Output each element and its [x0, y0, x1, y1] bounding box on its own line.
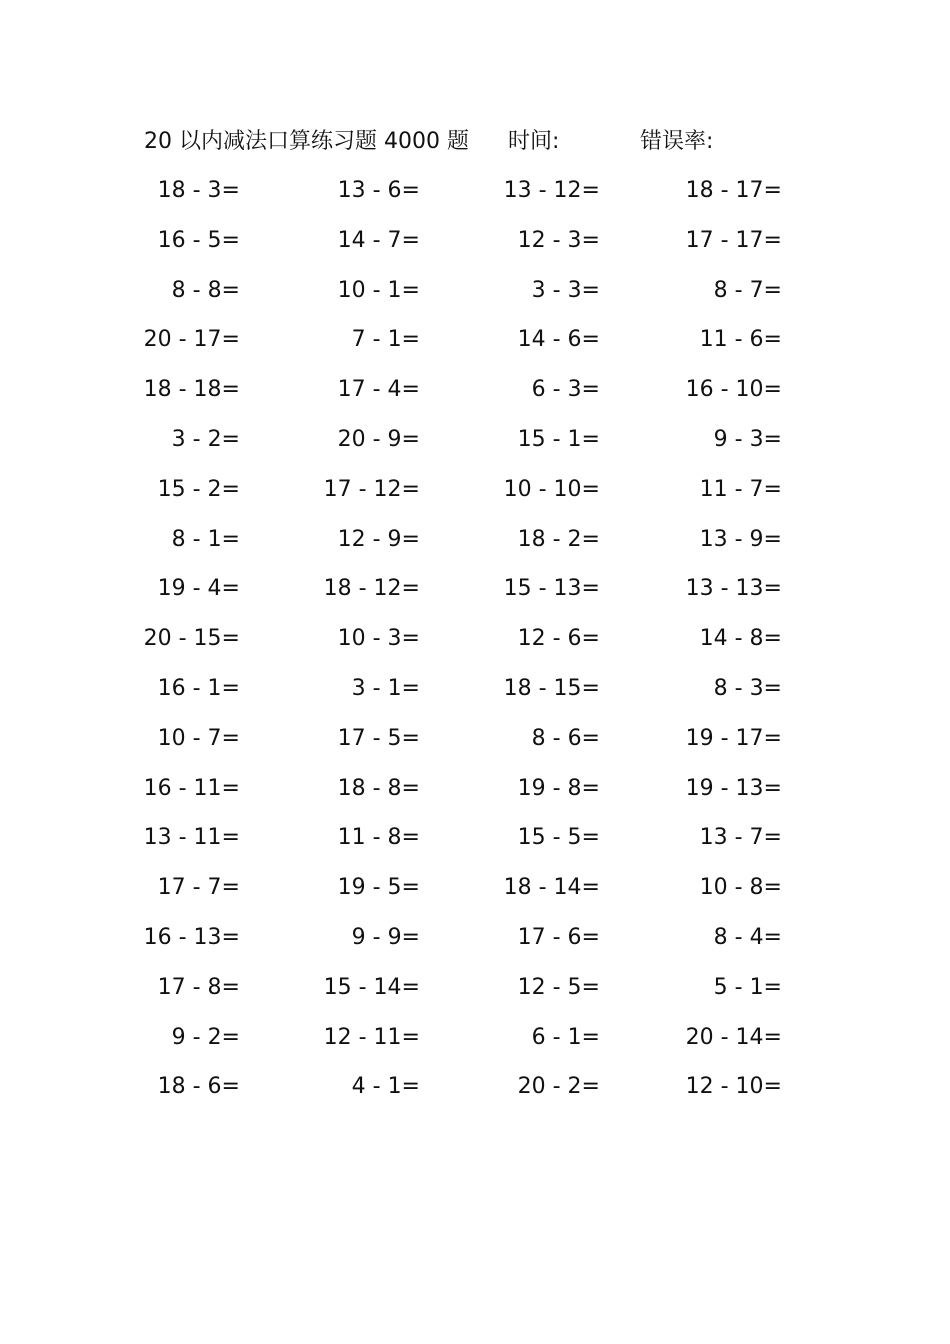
problem-item: 17 - 17= [685, 227, 782, 253]
problem-item: 18 - 12= [323, 576, 420, 602]
problem-item: 8 - 6= [531, 725, 600, 751]
problem-item: 15 - 5= [517, 825, 600, 851]
problem-item: 18 - 8= [337, 775, 420, 801]
problem-item: 16 - 10= [685, 377, 782, 403]
problem-item: 15 - 2= [157, 476, 240, 502]
problem-item: 9 - 2= [171, 1024, 240, 1050]
problem-row [0, 714, 950, 764]
problem-item: 8 - 7= [713, 277, 782, 303]
problem-item: 13 - 9= [699, 526, 782, 552]
problem-item: 18 - 14= [503, 875, 600, 901]
problem-item: 18 - 18= [143, 377, 240, 403]
worksheet-title: 20 以内减法口算练习题 4000 题 [144, 129, 469, 154]
problem-item: 15 - 13= [503, 576, 600, 602]
problem-item: 11 - 7= [699, 476, 782, 502]
problem-row [0, 166, 950, 216]
problem-row [0, 913, 950, 963]
problem-row [0, 963, 950, 1013]
problem-item: 17 - 7= [157, 875, 240, 901]
problem-item: 17 - 8= [157, 974, 240, 1000]
problem-row [0, 315, 950, 365]
problem-item: 20 - 17= [143, 327, 240, 353]
problem-item: 10 - 1= [337, 277, 420, 303]
problem-item: 20 - 2= [517, 1074, 600, 1100]
problem-item: 18 - 6= [157, 1074, 240, 1100]
problem-item: 16 - 5= [157, 227, 240, 253]
problem-item: 19 - 13= [685, 775, 782, 801]
problem-item: 12 - 10= [685, 1074, 782, 1100]
problem-item: 9 - 3= [713, 426, 782, 452]
problem-row [0, 764, 950, 814]
problem-item: 15 - 1= [517, 426, 600, 452]
problem-item: 19 - 4= [157, 576, 240, 602]
problem-item: 5 - 1= [713, 974, 782, 1000]
problem-row [0, 1062, 950, 1112]
problem-item: 18 - 2= [517, 526, 600, 552]
problem-item: 13 - 7= [699, 825, 782, 851]
time-label: 时间: [508, 129, 560, 154]
problem-item: 12 - 3= [517, 227, 600, 253]
problem-item: 8 - 3= [713, 675, 782, 701]
problem-item: 19 - 5= [337, 875, 420, 901]
problem-item: 17 - 5= [337, 725, 420, 751]
problem-item: 15 - 14= [323, 974, 420, 1000]
problem-item: 11 - 6= [699, 327, 782, 353]
problem-item: 3 - 1= [351, 675, 420, 701]
problem-grid [0, 166, 950, 1112]
problem-row [0, 813, 950, 863]
problem-item: 8 - 4= [713, 924, 782, 950]
problem-row [0, 564, 950, 614]
problem-item: 7 - 1= [351, 327, 420, 353]
problem-item: 20 - 14= [685, 1024, 782, 1050]
problem-item: 16 - 1= [157, 675, 240, 701]
error-rate-label: 错误率: [640, 129, 714, 154]
problem-item: 10 - 7= [157, 725, 240, 751]
problem-item: 14 - 6= [517, 327, 600, 353]
problem-item: 13 - 6= [337, 178, 420, 203]
problem-row [0, 415, 950, 465]
problem-row [0, 1013, 950, 1063]
problem-item: 20 - 9= [337, 426, 420, 452]
problem-row [0, 465, 950, 515]
problem-item: 13 - 13= [685, 576, 782, 602]
problem-row [0, 266, 950, 316]
problem-item: 8 - 1= [171, 526, 240, 552]
problem-item: 8 - 8= [171, 277, 240, 303]
problem-item: 14 - 7= [337, 227, 420, 253]
problem-item: 3 - 3= [531, 277, 600, 303]
worksheet-header [144, 124, 784, 160]
problem-item: 12 - 6= [517, 626, 600, 652]
problem-item: 9 - 9= [351, 924, 420, 950]
problem-item: 13 - 12= [503, 178, 600, 203]
problem-item: 3 - 2= [171, 426, 240, 452]
problem-row [0, 216, 950, 266]
problem-item: 10 - 10= [503, 476, 600, 502]
problem-row [0, 365, 950, 415]
problem-item: 17 - 4= [337, 377, 420, 403]
problem-item: 12 - 5= [517, 974, 600, 1000]
problem-item: 18 - 15= [503, 675, 600, 701]
problem-item: 16 - 13= [143, 924, 240, 950]
problem-item: 6 - 3= [531, 377, 600, 403]
problem-item: 11 - 8= [337, 825, 420, 851]
problem-item: 19 - 17= [685, 725, 782, 751]
problem-item: 17 - 12= [323, 476, 420, 502]
problem-row [0, 515, 950, 565]
problem-item: 10 - 8= [699, 875, 782, 901]
problem-item: 16 - 11= [143, 775, 240, 801]
problem-item: 6 - 1= [531, 1024, 600, 1050]
problem-item: 17 - 6= [517, 924, 600, 950]
problem-item: 14 - 8= [699, 626, 782, 652]
problem-item: 19 - 8= [517, 775, 600, 801]
problem-row [0, 614, 950, 664]
problem-item: 18 - 3= [157, 178, 240, 203]
problem-item: 4 - 1= [351, 1074, 420, 1100]
problem-item: 18 - 17= [685, 178, 782, 203]
problem-item: 13 - 11= [143, 825, 240, 851]
problem-row [0, 863, 950, 913]
problem-item: 12 - 9= [337, 526, 420, 552]
problem-item: 20 - 15= [143, 626, 240, 652]
problem-item: 12 - 11= [323, 1024, 420, 1050]
problem-row [0, 664, 950, 714]
problem-item: 10 - 3= [337, 626, 420, 652]
